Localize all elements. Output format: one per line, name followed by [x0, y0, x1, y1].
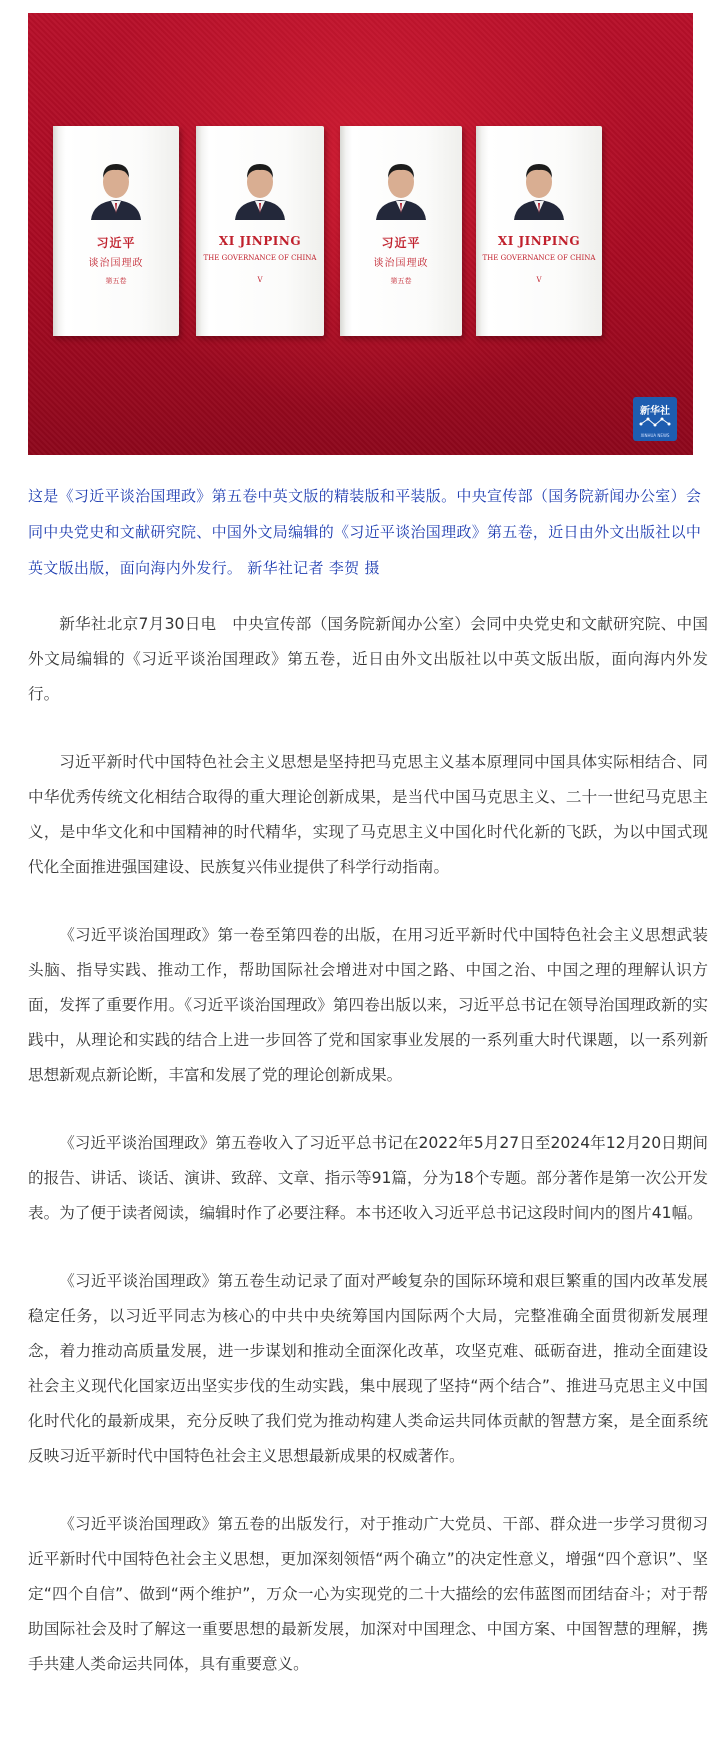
paragraph-3: 《习近平谈治国理政》第一卷至第四卷的出版，在用习近平新时代中国特色社会主义思想武装头脑、指导实践、推动工作，帮助国际社会增进对中国之路、中国之治、中国之理的理解认识方面，发挥了重要作用。《习近平谈治国理政》第四卷出版以来，习近平总书记在领导治国理政新的实践中，从理论和实践的结合上进一步回答了党和国家事业发展的一系列重大时代课题，以一系列新思想新观点新论断，丰富和发展了党的理论创新成果。 [28, 926, 708, 1084]
book-volume: V [536, 276, 542, 284]
logo-text: 新华社 [640, 406, 670, 417]
book-volume: 第五卷 [105, 277, 127, 285]
book-title: XI JINPING [218, 234, 302, 248]
book-subtitle: 谈治国理政 [373, 258, 429, 269]
book-volume: 第五卷 [390, 277, 412, 285]
paragraph-1: 新华社北京7月30日电 中央宣传部（国务院新闻办公室）会同中央党史和文献研究院、中国外文局编辑的《习近平谈治国理政》第五卷，近日由外文出版社以中英文版出版，面向海内外发行。 [28, 615, 708, 703]
article-body [28, 607, 708, 1715]
portrait-image [233, 154, 287, 220]
book-cover-en-hardcover [196, 126, 324, 336]
book-subtitle: 谈治国理政 [88, 258, 144, 269]
book-cover-zh-hardcover [53, 126, 179, 336]
book-title: 习近平 [96, 236, 136, 250]
portrait-image [89, 154, 143, 220]
book-cover-zh-paperback [340, 126, 462, 336]
book-title: XI JINPING [497, 234, 581, 248]
paragraph-2: 习近平新时代中国特色社会主义思想是坚持把马克思主义基本原理同中国具体实际相结合、同中华优秀传统文化相结合取得的重大理论创新成果，是当代中国马克思主义、二十一世纪马克思主义，是中华文化和中国精神的时代精华，实现了马克思主义中国化时代化新的飞跃，为以中国式现代化全面推进强国建设、民族复兴伟业提供了科学行动指南。 [28, 753, 708, 876]
book-subtitle: THE GOVERNANCE OF CHINA [203, 254, 317, 262]
network-icon [639, 416, 671, 428]
book-photo [28, 13, 693, 455]
portrait-image [374, 154, 428, 220]
xinhua-logo [633, 397, 677, 441]
book-spine [53, 126, 59, 336]
book-spine [196, 126, 202, 336]
paragraph-6: 《习近平谈治国理政》第五卷的出版发行，对于推动广大党员、干部、群众进一步学习贯彻习近平新时代中国特色社会主义思想，更加深刻领悟“两个确立”的决定性意义，增强“四个意识”、坚定“四个自信”、做到“两个维护”，万众一心为实现党的二十大描绘的宏伟蓝图而团结奋斗；对于帮助国际社会及时了解这一重要思想的最新发展，加深对中国理念、中国方案、中国智慧的理解，携手共建人类命运共同体，具有重要意义。 [28, 1515, 708, 1673]
book-spine [340, 126, 346, 336]
paragraph-5: 《习近平谈治国理政》第五卷生动记录了面对严峻复杂的国际环境和艰巨繁重的国内改革发展稳定任务，以习近平同志为核心的中共中央统筹国内国际两个大局，完整准确全面贯彻新发展理念，着力推动高质量发展，进一步谋划和推动全面深化改革，攻坚克难、砥砺奋进，推动全面建设社会主义现代化国家迈出坚实步伐的生动实践，集中展现了坚持“两个结合”、推进马克思主义中国化时代化的最新成果，充分反映了我们党为推动构建人类命运共同体贡献的智慧方案，是全面系统反映习近平新时代中国特色社会主义思想最新成果的权威著作。 [28, 1272, 708, 1465]
book-volume: V [257, 276, 263, 284]
book-spine [476, 126, 482, 336]
paragraph-4: 《习近平谈治国理政》第五卷收入了习近平总书记在2022年5月27日至2024年12月20日期间的报告、讲话、谈话、演讲、致辞、文章、指示等91篇，分为18个专题。部分著作是第一次公开发表。为了便于读者阅读，编辑时作了必要注释。本书还收入习近平总书记这段时间内的图片41幅。 [28, 1134, 708, 1222]
book-title: 习近平 [381, 236, 421, 250]
book-cover-en-paperback [476, 126, 602, 336]
photo-caption: 这是《习近平谈治国理政》第五卷中英文版的精装版和平装版。中央宣传部（国务院新闻办公室）会同中央党史和文献研究院、中国外文局编辑的《习近平谈治国理政》第五卷，近日由外文出版社以中英文版出版，面向海内外发行。 新华社记者 李贺 摄 [28, 487, 702, 577]
book-subtitle: THE GOVERNANCE OF CHINA [482, 254, 596, 262]
portrait-image [512, 154, 566, 220]
logo-en-text: XINHUA NEWS [640, 433, 670, 438]
